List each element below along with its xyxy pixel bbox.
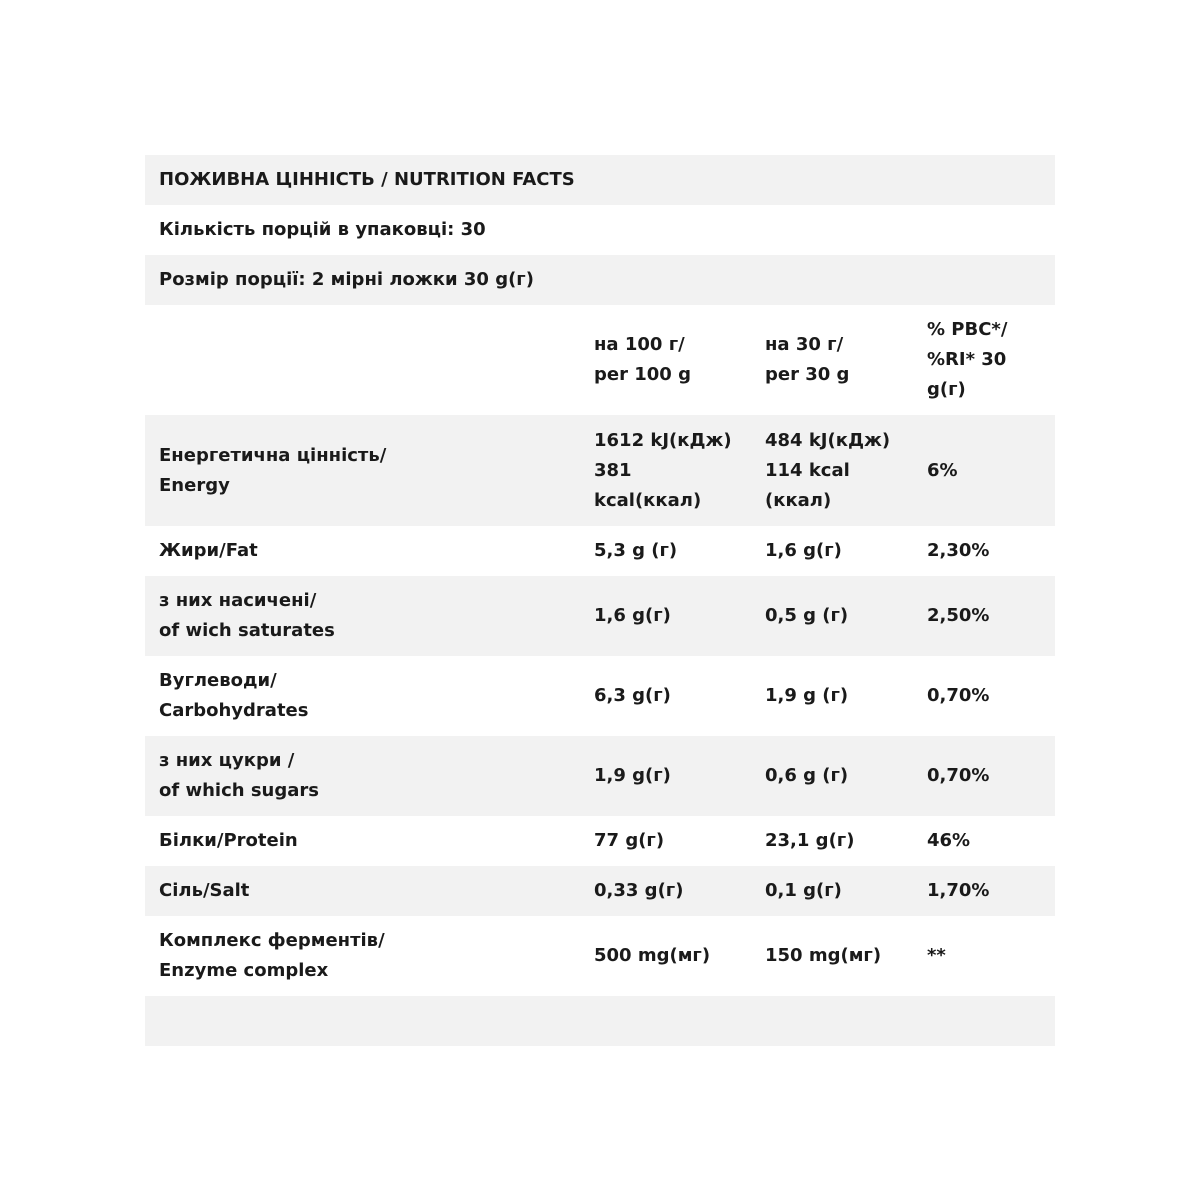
nutrient-name-line: Enzyme complex [159,960,329,981]
nutrient-name [145,826,594,856]
value-ri [927,876,1055,906]
nutrient-name [145,586,594,646]
table-row [145,526,1055,576]
serving-size-row [145,255,1055,305]
nutrient-name [145,926,594,986]
table-row [145,736,1055,816]
value-ri-line: 0,70% [927,765,990,786]
nutrient-name [145,746,594,806]
title-text: ПОЖИВНА ЦІННІСТЬ / NUTRITION FACTS [159,169,575,190]
value-per-30-line: 114 kcal [765,459,850,481]
nutrient-name-line: з них насичені/ [159,590,317,611]
value-ri-line: 46% [927,830,971,851]
value-per-30-line: 150 mg(мг) [765,945,882,966]
value-per-30-line: 1,6 g(г) [765,540,842,561]
value-per-30 [765,826,927,856]
value-ri-line: 0,70% [927,685,990,706]
nutrient-name-line: of which sugars [159,780,319,801]
nutrient-name-line: Білки/Protein [159,830,298,851]
table-title [145,155,1055,205]
value-ri [927,536,1055,566]
value-per-100 [594,876,765,906]
value-per-100-line: 381 [594,459,632,481]
table-row [145,415,1055,526]
table-row [145,866,1055,916]
value-per-30 [765,601,927,631]
value-per-100-line: kcal(ккал) [594,489,702,511]
nutrient-name [145,441,594,501]
value-ri [927,601,1055,631]
nutrient-name [145,876,594,906]
value-per-30-line: 0,5 g (г) [765,605,849,626]
value-per-100-line: 77 g(г) [594,830,665,851]
value-ri [927,761,1055,791]
value-per-30 [765,681,927,711]
nutrient-name-line: Енергетична цінність/ [159,444,387,466]
header-ri-line: %RI* 30 [927,349,1007,370]
servings-text: Кількість порцій в упаковці: 30 [159,219,486,240]
value-per-100 [594,601,765,631]
table-row [145,656,1055,736]
nutrient-name-line: Carbohydrates [159,700,309,721]
value-per-100-line: 5,3 g (г) [594,540,678,561]
value-per-30 [765,426,927,516]
value-ri [927,941,1055,971]
nutrition-table [145,155,1055,1046]
value-per-100-line: 500 mg(мг) [594,945,711,966]
value-per-100-line: 1,6 g(г) [594,605,671,626]
header-per-30 [765,330,927,390]
value-ri-line: 1,70% [927,880,990,901]
value-per-30-line: 484 kJ(кДж) [765,429,891,451]
nutrient-name-line: з них цукри / [159,750,295,771]
value-ri [927,826,1055,856]
table-row [145,576,1055,656]
value-per-100-line: 0,33 g(г) [594,880,684,901]
value-ri-line: 2,30% [927,540,990,561]
value-per-100-line: 1,9 g(г) [594,765,671,786]
header-per-100-line: per 100 g [594,364,691,385]
header-ri-line: % РВС*/ [927,319,1008,340]
nutrient-name [145,666,594,726]
value-per-100 [594,941,765,971]
value-per-30 [765,761,927,791]
nutrient-name-line: Вуглеводи/ [159,670,277,691]
value-per-100-line: 6,3 g(г) [594,685,671,706]
nutrient-name-line: Комплекс ферментів/ [159,930,385,951]
nutrient-name-line: Жири/Fat [159,540,258,561]
table-footer-row [145,996,1055,1046]
value-ri-line: 2,50% [927,605,990,626]
serving-size-text: Розмір порції: 2 мірні ложки 30 g(г) [159,269,534,290]
header-ri [927,315,1055,405]
header-per-30-line: на 30 г/ [765,334,844,355]
nutrient-name-line: Energy [159,474,230,496]
value-ri-line: 6% [927,459,958,481]
value-ri [927,456,1055,486]
value-per-30-line: 23,1 g(г) [765,830,855,851]
value-per-30-line: 0,6 g (г) [765,765,849,786]
value-per-30-line: 0,1 g(г) [765,880,842,901]
value-per-30 [765,941,927,971]
header-per-100 [594,330,765,390]
header-per-30-line: per 30 g [765,364,850,385]
value-per-30-line: (ккал) [765,489,832,511]
table-row [145,916,1055,996]
value-per-100 [594,426,765,516]
header-ri-line: g(г) [927,379,966,400]
nutrient-name-line: of wich saturates [159,620,335,641]
header-per-100-line: на 100 г/ [594,334,685,355]
value-per-100 [594,761,765,791]
value-per-30 [765,876,927,906]
value-per-30-line: 1,9 g (г) [765,685,849,706]
nutrient-name-line: Сіль/Salt [159,880,250,901]
value-per-100 [594,536,765,566]
value-per-100 [594,681,765,711]
servings-row [145,205,1055,255]
value-ri [927,681,1055,711]
table-row [145,816,1055,866]
value-per-30 [765,536,927,566]
nutrient-name [145,536,594,566]
value-per-100 [594,826,765,856]
value-ri-line: ** [927,945,946,966]
value-per-100-line: 1612 kJ(кДж) [594,429,732,451]
data-rows [145,415,1055,996]
column-header-row [145,305,1055,415]
